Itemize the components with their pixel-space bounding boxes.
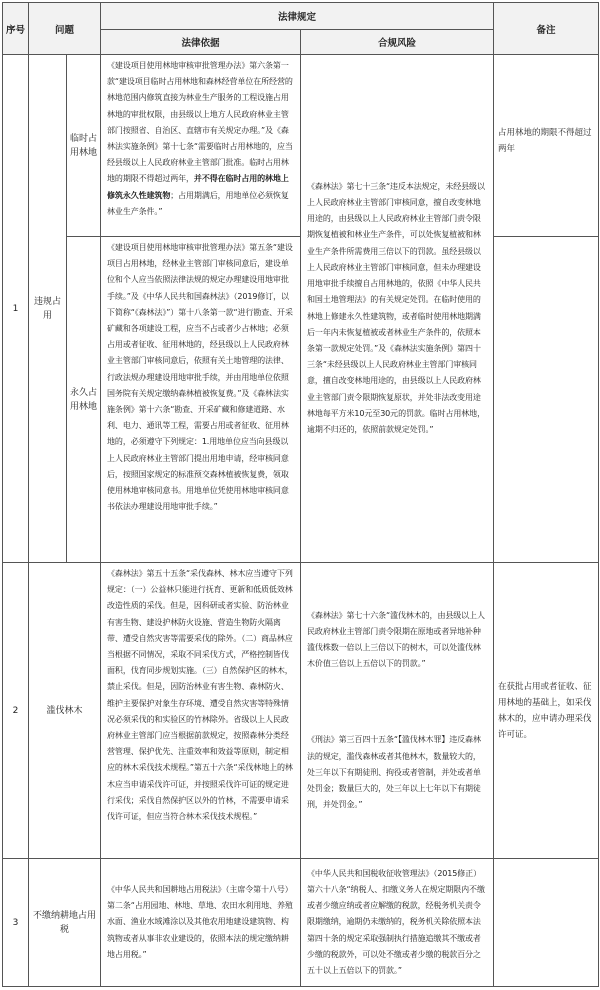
header-issue: 问题 — [29, 3, 101, 55]
legal-basis-emphasis: 并不得在临时占用的林地上修筑永久性建筑物 — [107, 174, 289, 200]
row-issue: 违规占用 — [29, 55, 67, 563]
note-cell — [494, 859, 599, 987]
row-seq: 1 — [3, 55, 29, 563]
note-cell — [494, 237, 599, 563]
table-row — [3, 859, 599, 987]
legal-basis-cell: 《建设项目使用林地审核审批管理办法》第五条“建设项目占用林地，经林业主管部门审核同意后，建设单位和个人应当依照法律法规的规定办理建设用地审批手续。”及《中华人民共和国森林法》（2019修订，以下简称“《森林法》”）第十八条第一款“进行勘查、开采矿藏和各项建设工程，应当不占或者少占林地；必须占用或者征收、征用林地的，经县级以上人民政府林业主管部门审核同意后，依照有关土地管理的法律、行政法规办理建设用地审批手续，并由用地单位依照国务院有关规定缴纳森林植被恢复费。”及《森林法实施条例》第十六条“勘查、开采矿藏和修建道路、水利、电力、通讯等工程，需要占用或者征收、征用林地的，必须遵守下列规定：1.用地单位应当向县级以上人民政府林业主管部门提出用地申请，经审核同意后，按照国家规定的标准预交森林植被恢复费，领取使用林地审核同意书。用地单位凭使用林地审核同意书依法办理建设用地审批手续。” — [101, 237, 301, 563]
row-seq: 2 — [3, 563, 29, 859]
compliance-risk-text: 《刑法》第三百四十五条“【滥伐林木罪】违反森林法的规定，滥伐森林或者其他林木，数量较大的，处三年以下有期徒刑、拘役或者管制，并处或者单处罚金；数量巨大的，处三年以上七年以下有期徒刑，并处罚金。” — [307, 735, 481, 810]
compliance-risk-cell: 《中华人民共和国税收征收管理法》（2015修正）第六十八条“纳税人、扣缴义务人在规定期限内不缴或者少缴应纳或者应解缴的税款，经税务机关责令限期缴纳，逾期仍未缴纳的，税务机关除依照本法第四十条的规定采取强制执行措施追缴其不缴或者少缴的税款外，可以处不缴或者少缴的税款百分之五十以上五倍以下的罚款。” — [301, 859, 494, 987]
compliance-risk-cell: 《森林法》第七十三条“违反本法规定，未经县级以上人民政府林业主管部门审核同意，擅自改变林地用途的，由县级以上人民政府林业主管部门责令限期恢复植被和林业生产条件，可以处恢复植被和林业生产条件所需费用三倍以下的罚款。虽经县级以上人民政府林业主管部门审核同意，但未办理建设用地审批手续擅自占用林地的，依照《中华人民共和国土地管理法》的有关规定处罚。在临时使用的林地上修建永久性建筑物，或者临时使用林地期满后一年内未恢复植被或者林业生产条件的，依照本条第一款规定处罚。”及《森林法实施条例》第四十三条“未经县级以上人民政府林业主管部门审核同意，擅自改变林地用途的，由县级以上人民政府林业主管部门责令限期恢复原状，并处非法改变用途林地每平方米10元至30元的罚款。临时占用林地，逾期不归还的，依照前款规定处罚。” — [301, 55, 494, 563]
row-issue: 不缴纳耕地占用税 — [29, 859, 101, 987]
legal-basis-text: ；占用期满后，用地单位必须恢复林业生产条件。” — [107, 190, 289, 216]
note-cell: 在获批占用或者征收、征用林地的基础上，如采伐林木的，应申请办理采伐许可证。 — [494, 563, 599, 859]
table-row — [3, 55, 599, 237]
header-basis: 法律依据 — [101, 30, 301, 55]
row-seq: 3 — [3, 859, 29, 987]
legal-basis-cell: 《森林法》第五十五条“采伐森林、林木应当遵守下列规定：（一）公益林只能进行抚育、更新和低质低效林改造性质的采伐。但是，因科研或者实验、防治林业有害生物、建设护林防火设施、营造生物防火隔离带、遭受自然灾害等需要采伐的除外。（二）商品林应当根据不同情况，采取不同采伐方式，严格控制皆伐面积，伐育同步规划实施。（三）自然保护区的林木，禁止采伐。但是，因防治林业有害生物、森林防火、维护主要保护对象生存环境、遭受自然灾害等特殊情况必须采伐的和实验区的竹林除外。省级以上人民政府林业主管部门应当根据前款规定，按照森林分类经营管理、保护优先、注重效率和效益等原则，制定相应的林木采伐技术规程。”第五十六条“采伐林地上的林木应当申请采伐许可证，并按照采伐许可证的规定进行采伐；采伐自然保护区以外的竹林，不需要申请采伐许可证，但应当符合林木采伐技术规程。” — [101, 563, 301, 859]
row-issue: 滥伐林木 — [29, 563, 101, 859]
legal-basis-text: 《森林法实施条例》第十七条“需要临时占用林地的，应当经县级以上人民政府林业主管部门批准。临时占用林地的期限不得超过两年， — [107, 125, 293, 184]
note-cell: 占用林地的期限不得超过两年 — [494, 55, 599, 237]
legal-basis-cell — [101, 55, 301, 237]
legal-basis-text: 《建设项目使用林地审核审批管理办法》第六条第一款“建设项目临时占用林地和森林经营单位在所经营的林地范围内修筑直接为林业生产服务的工程设施占用林地的审批权限，由县级以上地方人民政府林业主管部门按照省、自治区、直辖市有关规定办理。”及 — [107, 61, 293, 135]
compliance-risk-cell — [301, 563, 494, 859]
legal-compliance-table — [2, 2, 599, 987]
compliance-risk-text: 《森林法》第七十六条“滥伐林木的，由县级以上人民政府林业主管部门责令限期在原地或者异地补种滥伐株数一倍以上三倍以下的树木，可以处滥伐林木价值三倍以上五倍以下的罚款。” — [307, 610, 485, 669]
sub-issue-label: 永久占用林地 — [67, 237, 101, 563]
table-row — [3, 563, 599, 859]
header-legal: 法律规定 — [101, 3, 494, 30]
header-seq: 序号 — [3, 3, 29, 55]
header-row — [3, 3, 599, 30]
header-note: 备注 — [494, 3, 599, 55]
sub-issue-label: 临时占用林地 — [67, 55, 101, 237]
header-risk: 合规风险 — [301, 30, 494, 55]
legal-basis-cell: 《中华人民共和国耕地占用税法》（主席令第十八号）第二条“占用园地、林地、草地、农田水利用地、养殖水面、渔业水域滩涂以及其他农用地建设建筑物、构筑物或者从事非农业建设的，依照本法的规定缴纳耕地占用税。” — [101, 859, 301, 987]
